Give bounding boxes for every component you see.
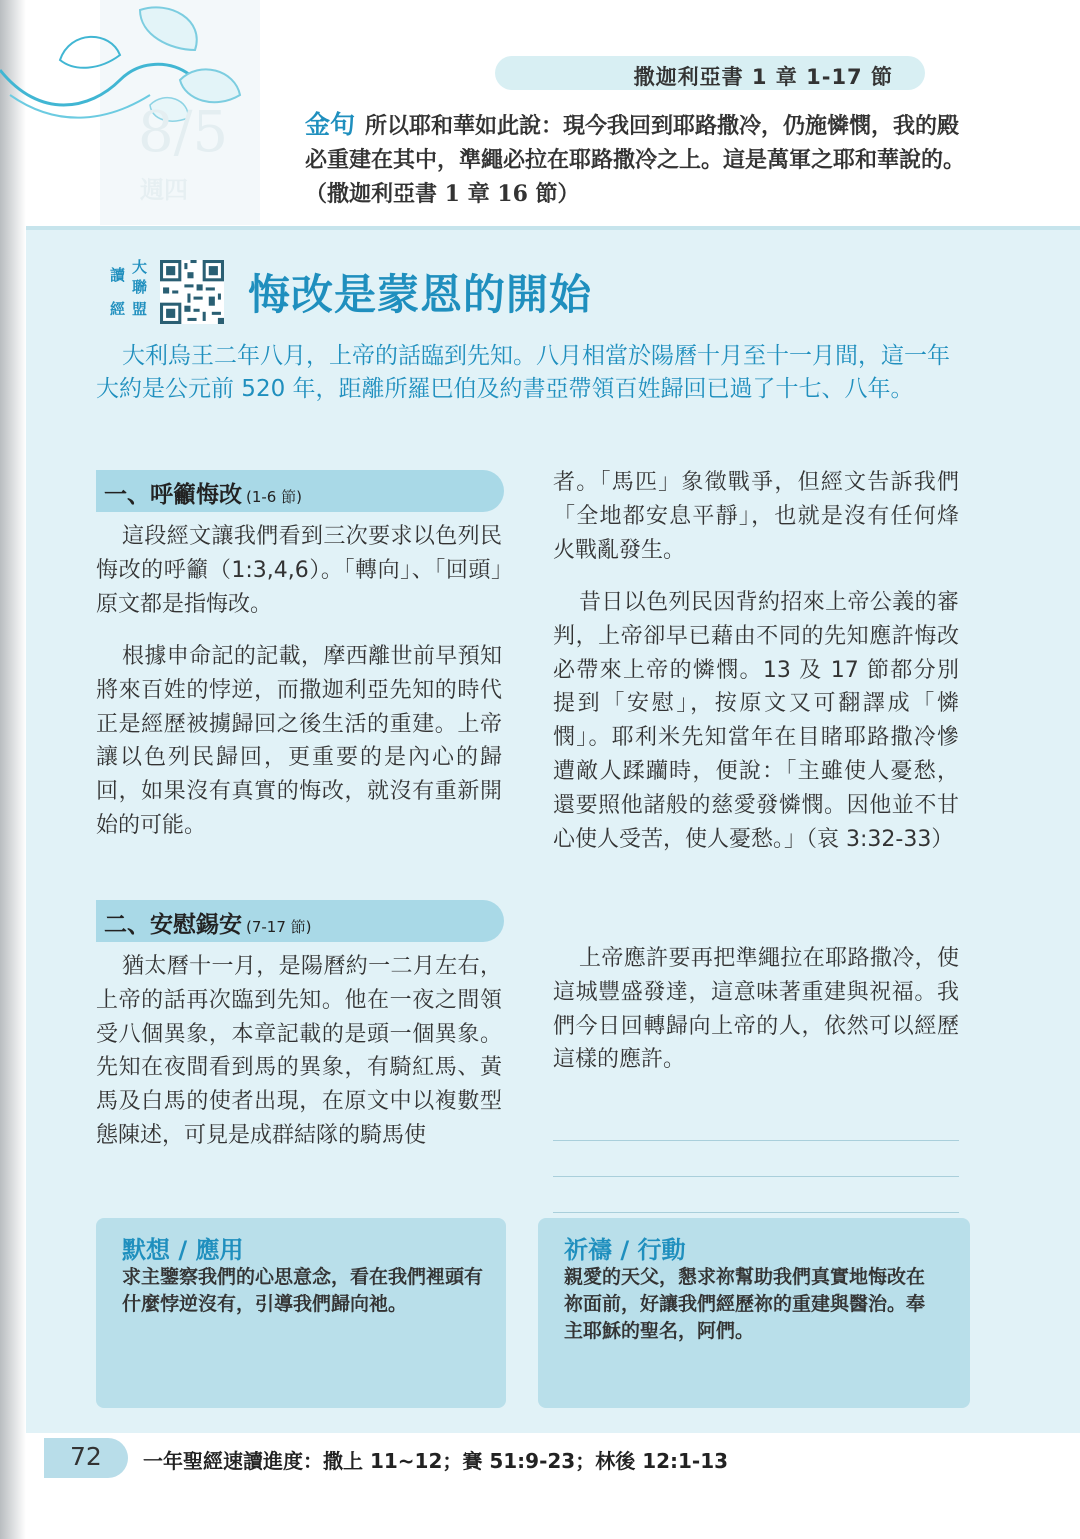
reading-progress: 一年聖經速讀進度：撒上 11~12；賽 51:9-23；林後 12:1-13 xyxy=(143,1449,729,1473)
section-heading-1 xyxy=(96,470,504,512)
date-block xyxy=(100,100,260,220)
section-heading-1-range: (1-6 節) xyxy=(246,488,302,506)
section-1-paragraph-2: 根據申命記的記載，摩西離世前早預知將來百姓的悖逆，而撒迦利亞先知的時代正是經歷被擄歸回之後生活的重建。上帝讓以色列民歸回，更重要的是內心的歸回，如果沒有真實的悔改，就沒有重新開始的可能。 xyxy=(96,644,502,838)
note-line xyxy=(553,1212,959,1213)
right-paragraph-1: 者。「馬匹」象徵戰爭，但經文告訴我們「全地都安息平靜」，也就是沒有任何烽火戰亂發生。 xyxy=(553,470,959,563)
qr-label xyxy=(110,258,158,324)
meditation-box xyxy=(96,1218,506,1408)
golden-verse-tag: 金句 xyxy=(305,110,356,139)
right-paragraph-3: 上帝應許要再把準繩拉在耶路撒冷，使這城豐盛發達，這意味著重建與祝福。我們今日回轉歸向上帝的人，依然可以經歷這樣的應許。 xyxy=(553,946,959,1073)
scripture-reference xyxy=(495,56,925,90)
qr-label-char: 經 xyxy=(110,300,126,318)
note-line xyxy=(553,1176,959,1177)
spine-shadow xyxy=(0,0,26,1539)
panel-divider xyxy=(26,226,1080,230)
page-number: 72 xyxy=(70,1442,102,1471)
meditation-text: 求主鑒察我們的心思意念，看在我們裡頭有什麼悖逆沒有，引導我們歸向祂。 xyxy=(122,1266,484,1315)
prayer-heading: 祈禱 / 行動 xyxy=(564,1236,686,1264)
qr-label-char: 聯 xyxy=(132,278,148,296)
page-number-tab xyxy=(44,1438,128,1478)
section-1-paragraph-1: 這段經文讓我們看到三次要求以色列民悔改的呼籲（1:3,4,6）。「轉向」、「回頭」原文都是指悔改。 xyxy=(96,524,502,617)
golden-verse xyxy=(305,108,965,211)
note-line xyxy=(553,1140,959,1141)
intro-paragraph: 大利烏王二年八月，上帝的話臨到先知。八月相當於陽曆十月至十一月間，這一年大約是公元前 520 年，距離所羅巴伯及約書亞帶領百姓歸回已過了十七、八年。 xyxy=(96,343,950,402)
qr-label-char: 大 xyxy=(132,258,148,276)
right-paragraph-2: 昔日以色列民因背約招來上帝公義的審判，上帝卻早已藉由不同的先知應許悔改必帶來上帝的憐憫。13 及 17 節都分別提到「安慰」，按原文又可翻譯成「憐憫」。耶利米先知當年在目睹耶路撒冷慘遭敵人蹂躪時，便說：「主雖使人憂愁，還要照他諸般的慈愛發憐憫。因他並不甘心使人受苦，使人憂愁。」（哀 3:32-33） xyxy=(553,590,959,852)
prayer-text: 親愛的天父，懇求祢幫助我們真實地悔改在祢面前，好讓我們經歷祢的重建與醫治。奉主耶穌的聖名，阿們。 xyxy=(564,1266,926,1342)
section-heading-2-range: (7-17 節) xyxy=(246,918,312,936)
section-heading-1-title: 一、呼籲悔改 xyxy=(104,482,242,508)
scripture-reference-text: 撒迦利亞書 1 章 1-17 節 xyxy=(633,65,893,89)
date-weekday: 週四 xyxy=(140,175,188,204)
date-number: 8/5 xyxy=(138,100,229,165)
page-title: 悔改是蒙恩的開始 xyxy=(248,270,593,319)
section-heading-2 xyxy=(96,900,504,942)
qr-code-icon[interactable] xyxy=(160,260,224,324)
section-2-paragraph-1: 猶太曆十一月，是陽曆約一二月左右，上帝的話再次臨到先知。他在一夜之間領受八個異象，本章記載的是頭一個異象。先知在夜間看到馬的異象，有騎紅馬、黃馬及白馬的使者出現，在原文中以複數型態陳述，可見是成群結隊的騎馬使 xyxy=(96,954,502,1148)
golden-verse-text: 所以耶和華如此說：現今我回到耶路撒冷，仍施憐憫，我的殿必重建在其中，準繩必拉在耶路撒冷之上。這是萬軍之耶和華說的。（撒迦利亞書 1 章 16 節） xyxy=(305,113,966,207)
prayer-box xyxy=(538,1218,970,1408)
section-heading-2-title: 二、安慰錫安 xyxy=(104,912,242,938)
meditation-heading: 默想 / 應用 xyxy=(122,1236,244,1264)
qr-label-char: 盟 xyxy=(132,300,148,318)
qr-label-char: 讀 xyxy=(110,266,126,284)
